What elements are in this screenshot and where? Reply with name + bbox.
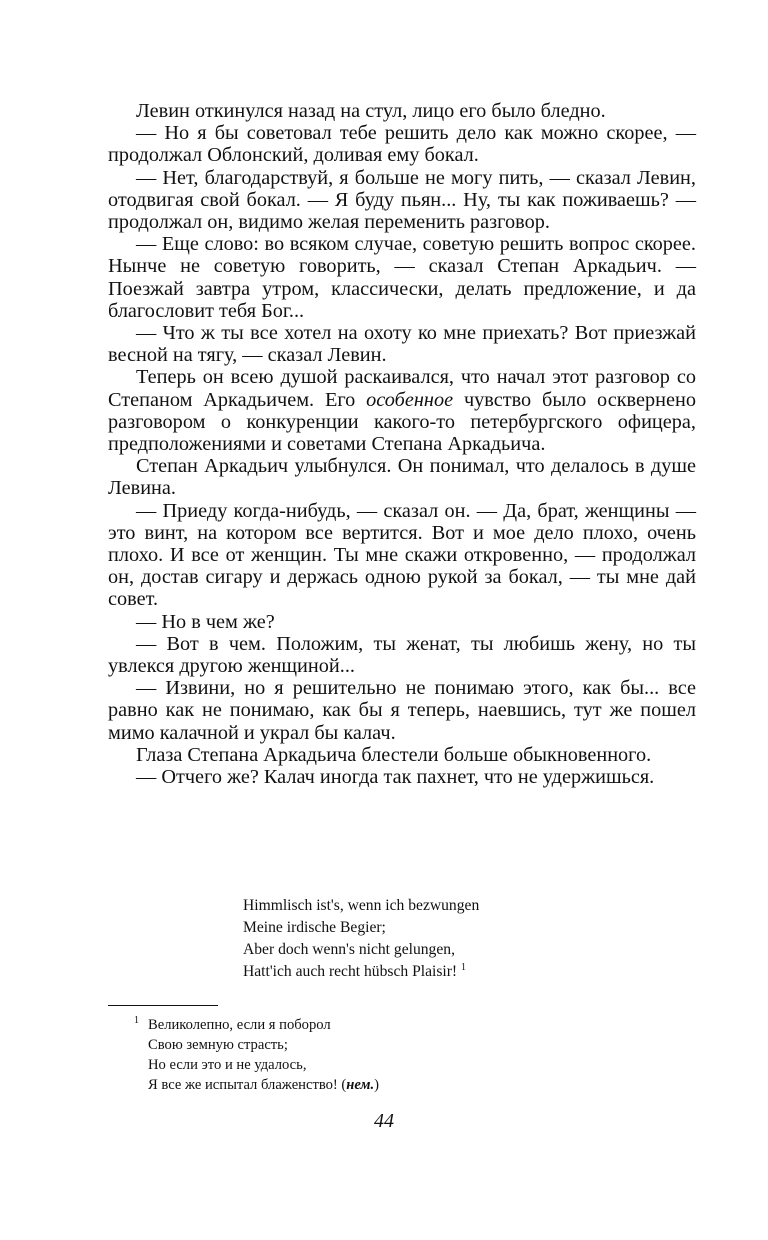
paragraph: — Извини, но я решительно не понимаю этого, как бы... все равно как не понимаю, как бы я теперь, наевшись, тут же пошел мимо калачной и украл бы калач. xyxy=(108,677,696,744)
footnote-divider xyxy=(108,1005,218,1006)
footnote-line-text: Великолепно, если я поборол xyxy=(148,1017,331,1033)
footnote-line xyxy=(134,1075,379,1095)
footnote-line-text: Я все же испытал блаженство! ( xyxy=(148,1077,347,1093)
paragraph: — Приеду когда-нибудь, — сказал он. — Да, брат, женщины — это винт, на котором все вертится. Вот и мое дело плохо, очень плохо. И все от женщин. Ты мне скажи откровенно, — продолжал он, достав сигару и держась одною рукой за бокал, — ты мне дай совет. xyxy=(108,499,696,611)
paragraph: — Но я бы советовал тебе решить дело как можно скорее, — продолжал Облонский, доливая ему бокал. xyxy=(108,122,696,167)
paragraph: Глаза Степана Аркадьича блестели больше обыкновенного. xyxy=(136,743,652,766)
verse-line: Aber doch wenn's nicht gelungen, xyxy=(243,941,455,958)
paragraph: — Что ж ты все хотел на охоту ко мне приехать? Вот приезжай весной на тягу, — сказал Левин. xyxy=(108,322,696,367)
main-text xyxy=(108,100,696,788)
paragraph: Левин откинулся назад на стул, лицо его было бледно. xyxy=(136,100,606,122)
footnote-line: Но если это и не удалось, xyxy=(148,1057,307,1073)
footnote-reference: 1 xyxy=(461,961,467,973)
paragraph: — Нет, благодарствуй, я больше не могу пить, — сказал Левин, отодвигая свой бокал. — Я буду пьян... Ну, ты как поживаешь? — продолжал он, видимо желая переменить разговор. xyxy=(108,166,696,234)
footnote-line-text: ) xyxy=(374,1077,380,1093)
paragraph: Степан Аркадьич улыбнулся. Он понимал, что делалось в душе Левина. xyxy=(108,455,696,500)
footnote-line: Свою земную страсть; xyxy=(148,1037,288,1053)
verse-line: Himmlisch ist's, wenn ich bezwungen xyxy=(243,897,480,914)
text-run: Теперь он всею душой раскаивался, что начал этот разговор со Степаном Аркадьичем. Его xyxy=(108,366,696,411)
footnote-line: 1 Великолепно, если я поборол xyxy=(134,1015,331,1033)
verse-line xyxy=(243,961,479,983)
footnote xyxy=(134,1015,379,1095)
verse-line: Meine irdische Begier; xyxy=(243,919,386,936)
text-run: чувство было осквернено разговором о конкуренции какого-то петербургского офицера, предположениями и советами Степана Аркадьича. xyxy=(108,388,696,456)
paragraph: — Но в чем же? xyxy=(136,610,275,633)
paragraph: — Еще слово: во всяком случае, советую решить вопрос скорее. Нынче не советую говорить, — сказал Степан Аркадьич. — Поезжай завтра утром, классически, делать предложение, и да благословит тебя Бог... xyxy=(108,233,696,322)
emphasis: особенное xyxy=(366,388,454,411)
language-note: нем. xyxy=(346,1077,375,1093)
page-number: 44 xyxy=(374,1110,394,1132)
paragraph xyxy=(108,366,696,455)
verse-quote xyxy=(243,895,479,983)
verse-line-text: Hatt'ich auch recht hübsch Plaisir! xyxy=(243,963,458,980)
paragraph: — Вот в чем. Положим, ты женат, ты любишь жену, но ты увлекся другою женщиной... xyxy=(108,632,696,678)
paragraph: — Отчего же? Калач иногда так пахнет, что не удержишься. xyxy=(136,766,655,789)
